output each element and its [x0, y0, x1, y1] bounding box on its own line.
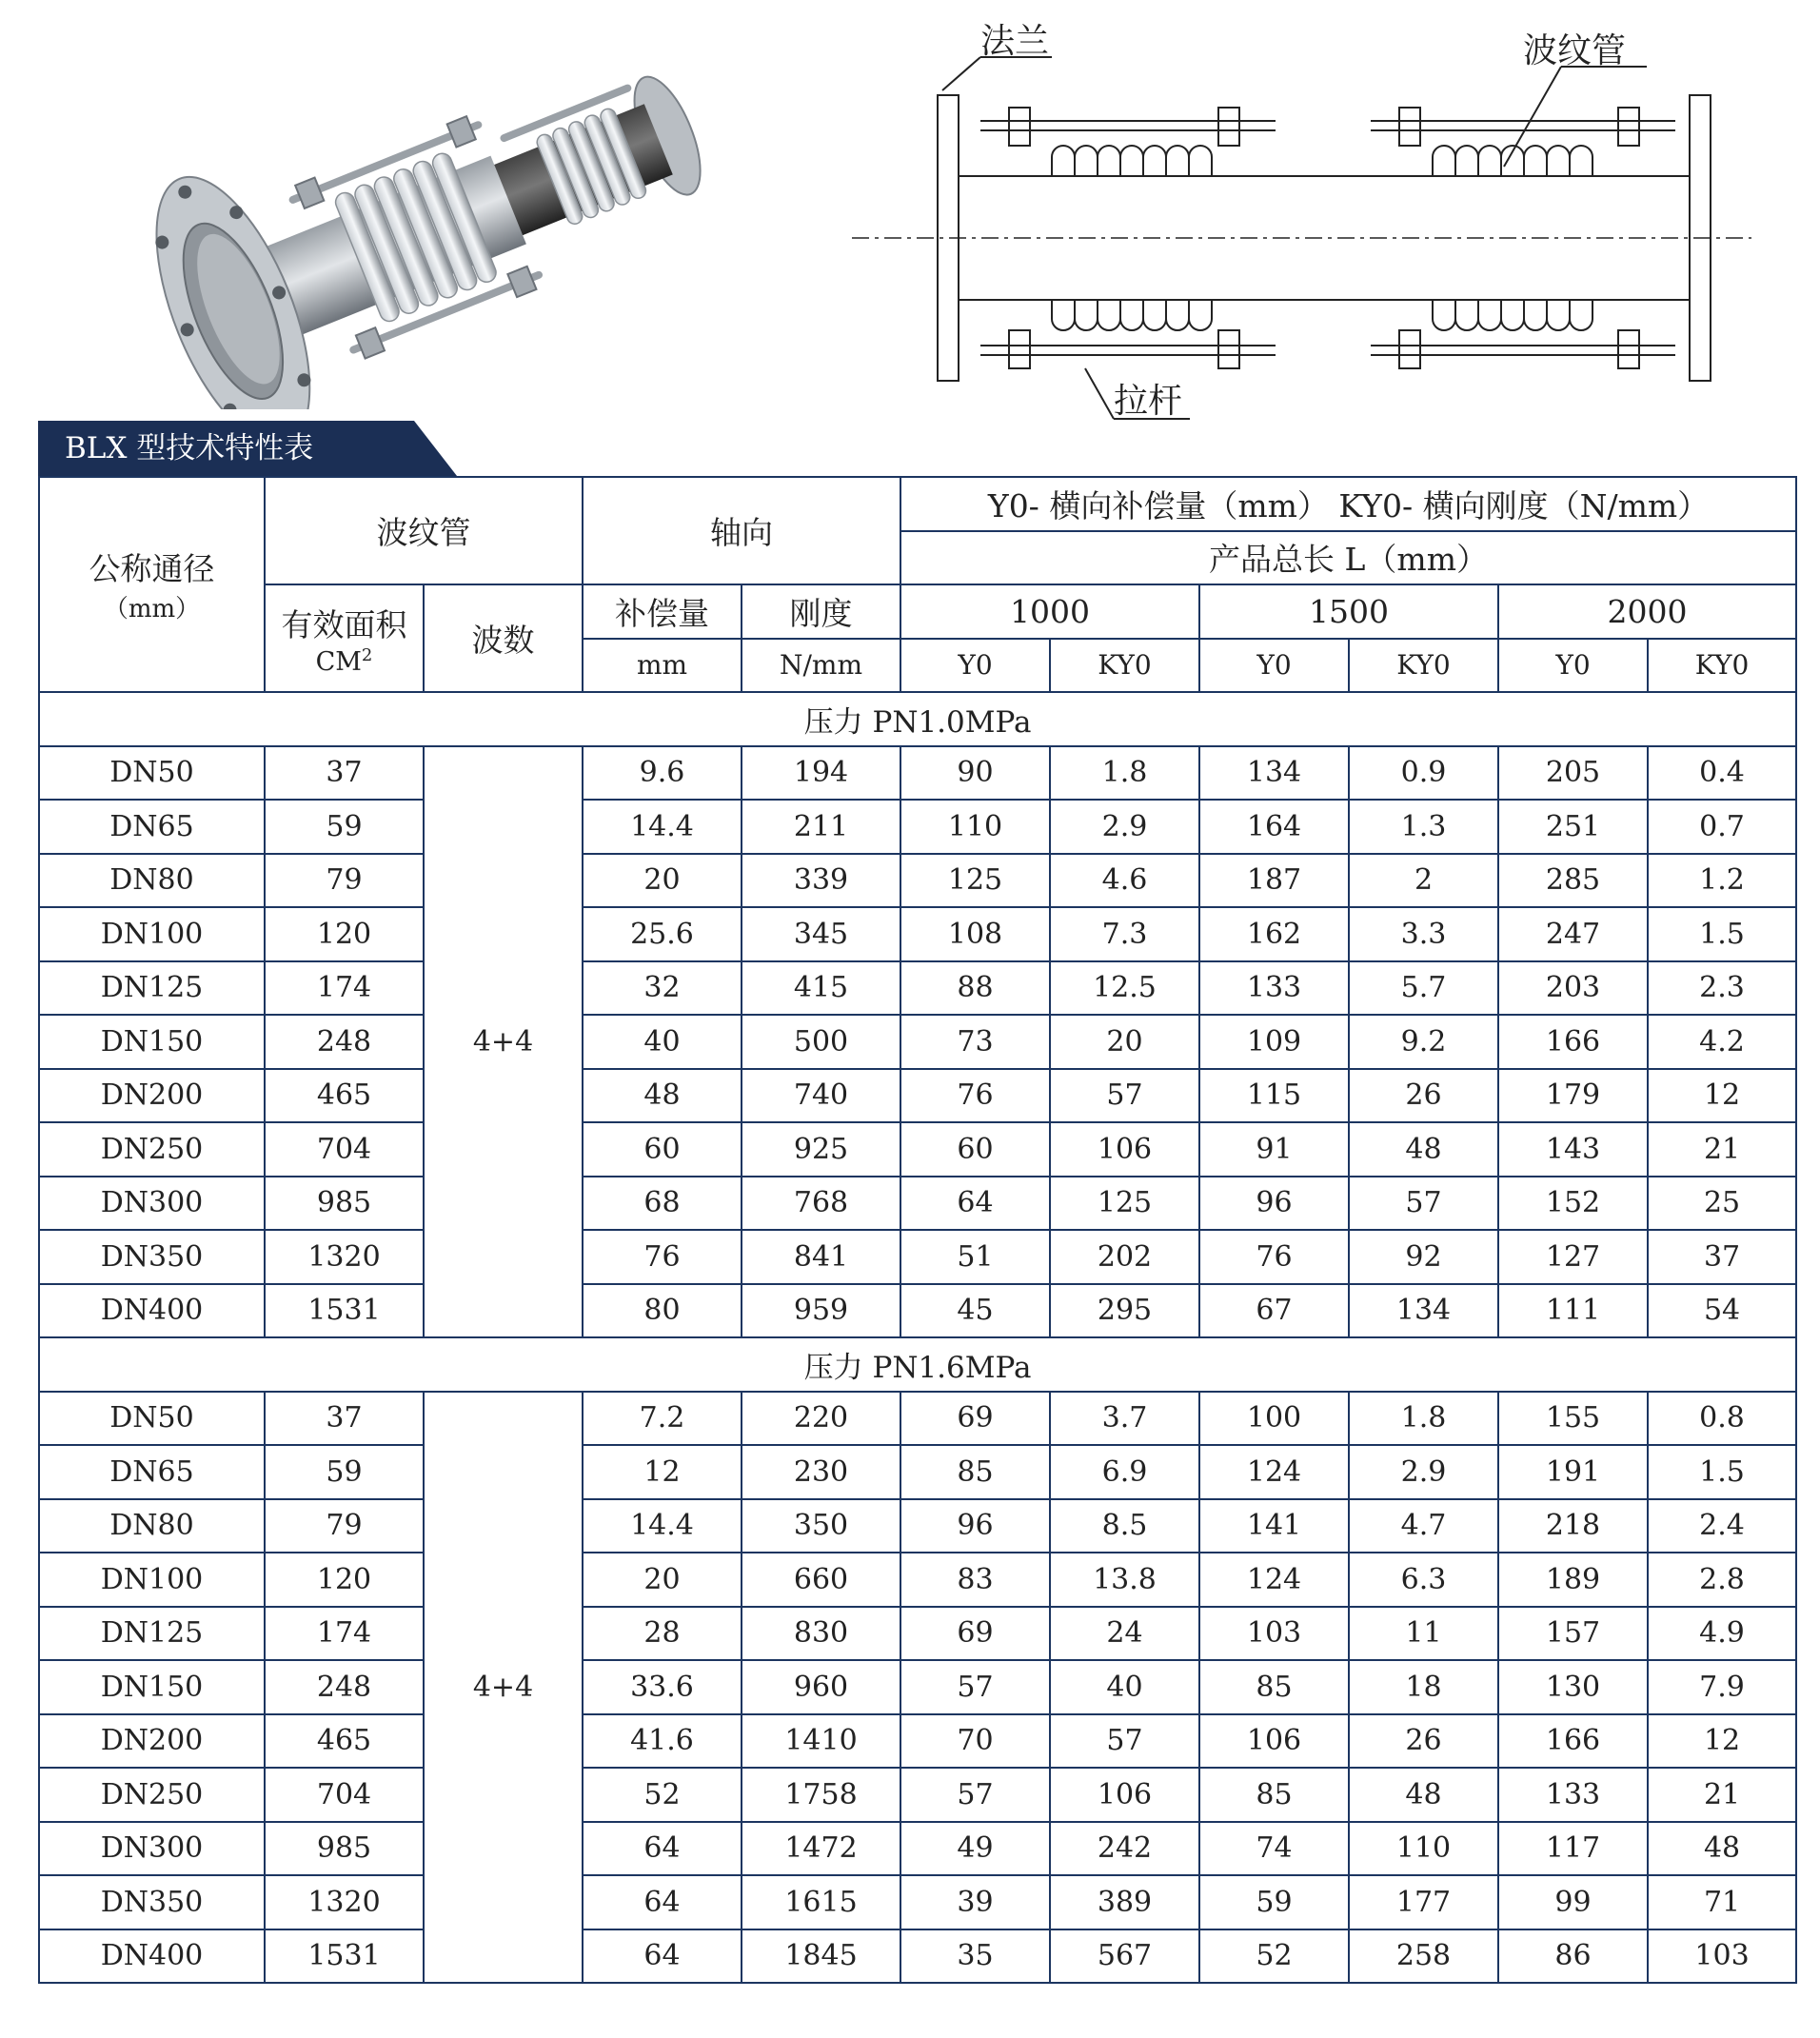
table-cell: 187: [1199, 854, 1349, 908]
table-cell: 6.9: [1050, 1445, 1199, 1499]
table-cell: 100: [1199, 1392, 1349, 1446]
table-cell: 7.2: [583, 1392, 742, 1446]
table-cell: 242: [1050, 1822, 1199, 1876]
table-cell: 103: [1648, 1929, 1796, 1984]
table-row: [39, 1230, 1796, 1284]
table-cell: 247: [1498, 907, 1648, 961]
header-length-2000: 2000: [1498, 584, 1796, 639]
table-row: [39, 1015, 1796, 1069]
table-cell: DN65: [39, 800, 265, 854]
table-cell: 74: [1199, 1822, 1349, 1876]
table-cell: 0.4: [1648, 746, 1796, 801]
table-cell: 704: [265, 1768, 424, 1822]
table-row: [39, 1392, 1796, 1446]
table-cell: 12: [583, 1445, 742, 1499]
table-cell: 57: [900, 1768, 1050, 1822]
table-cell: 251: [1498, 800, 1648, 854]
table-cell: 70: [900, 1714, 1050, 1769]
table-cell: 174: [265, 961, 424, 1016]
spec-table: [38, 476, 1797, 1984]
table-cell: 110: [1349, 1822, 1498, 1876]
table-cell: 9.2: [1349, 1015, 1498, 1069]
table-cell: 960: [742, 1660, 900, 1714]
table-cell: 0.9: [1349, 746, 1498, 801]
table-cell: 32: [583, 961, 742, 1016]
table-cell: 124: [1199, 1445, 1349, 1499]
table-cell: 115: [1199, 1069, 1349, 1123]
table-cell: 111: [1498, 1284, 1648, 1338]
table-cell: 125: [1050, 1177, 1199, 1231]
table-row: [39, 1607, 1796, 1661]
table-cell: 48: [1349, 1122, 1498, 1177]
table-cell: 24: [1050, 1607, 1199, 1661]
table-cell: 59: [265, 800, 424, 854]
table-cell: 2.4: [1648, 1499, 1796, 1553]
table-cell: 73: [900, 1015, 1050, 1069]
table-row: [39, 854, 1796, 908]
header-length-1000: 1000: [900, 584, 1199, 639]
table-cell: 91: [1199, 1122, 1349, 1177]
table-cell: 57: [1050, 1069, 1199, 1123]
header-nominal-diameter: [39, 477, 265, 692]
table-cell: 20: [1050, 1015, 1199, 1069]
area-unit-superscript: 2: [361, 644, 373, 665]
table-cell: 230: [742, 1445, 900, 1499]
table-cell: 14.4: [583, 1499, 742, 1553]
table-row: [39, 1929, 1796, 1984]
table-cell: 1.5: [1648, 907, 1796, 961]
table-cell: 220: [742, 1392, 900, 1446]
table-cell: 85: [1199, 1660, 1349, 1714]
table-cell: DN125: [39, 1607, 265, 1661]
table-cell: 141: [1199, 1499, 1349, 1553]
table-cell: 4.2: [1648, 1015, 1796, 1069]
table-cell: 1845: [742, 1929, 900, 1984]
table-cell: 40: [1050, 1660, 1199, 1714]
table-cell: 83: [900, 1553, 1050, 1607]
table-cell: 52: [583, 1768, 742, 1822]
table-cell: 0.8: [1648, 1392, 1796, 1446]
table-cell: 106: [1199, 1714, 1349, 1769]
table-cell: 1.8: [1349, 1392, 1498, 1446]
table-cell: DN65: [39, 1445, 265, 1499]
table-cell: 1410: [742, 1714, 900, 1769]
table-row: [39, 961, 1796, 1016]
table-row: [39, 1714, 1796, 1769]
header-compensation-unit: mm: [583, 639, 742, 693]
table-cell: 48: [1349, 1768, 1498, 1822]
table-cell: DN50: [39, 1392, 265, 1446]
table-cell: 57: [1050, 1714, 1199, 1769]
table-cell: 1.8: [1050, 746, 1199, 801]
pressure-section-header: 压力 PN1.0MPa: [39, 692, 1796, 746]
header-y0-1000: Y0: [900, 639, 1050, 693]
header-y0-2000: Y0: [1498, 639, 1648, 693]
table-cell: 37: [1648, 1230, 1796, 1284]
table-cell: 20: [583, 854, 742, 908]
table-cell: 11: [1349, 1607, 1498, 1661]
table-cell: 133: [1498, 1768, 1648, 1822]
table-cell: 25: [1648, 1177, 1796, 1231]
header-nominal-label: 公称通径: [89, 550, 215, 587]
bellows-label: 波纹管: [1523, 31, 1627, 70]
product-photo: [114, 48, 762, 409]
table-cell: 67: [1199, 1284, 1349, 1338]
table-cell: 124: [1199, 1553, 1349, 1607]
header-axial: 轴向: [583, 477, 900, 584]
table-cell: 500: [742, 1015, 900, 1069]
table-cell: 9.6: [583, 746, 742, 801]
header-lateral: Y0- 横向补偿量（mm） KY0- 横向刚度（N/mm）: [900, 477, 1796, 531]
table-cell: 69: [900, 1607, 1050, 1661]
table-cell: 48: [583, 1069, 742, 1123]
header-wave-count: 波数: [424, 584, 583, 692]
area-unit-text: CM: [315, 646, 362, 677]
header-stiffness: 刚度: [742, 584, 900, 639]
table-cell: 166: [1498, 1015, 1648, 1069]
header-ky0-1000: KY0: [1050, 639, 1199, 693]
table-cell: 162: [1199, 907, 1349, 961]
table-cell: 64: [583, 1875, 742, 1929]
table-cell: 179: [1498, 1069, 1648, 1123]
table-cell: 106: [1050, 1122, 1199, 1177]
table-cell: 13.8: [1050, 1553, 1199, 1607]
table-cell: 7.3: [1050, 907, 1199, 961]
table-cell: 86: [1498, 1929, 1648, 1984]
table-cell: 166: [1498, 1714, 1648, 1769]
table-cell: 4.9: [1648, 1607, 1796, 1661]
table-cell: 76: [583, 1230, 742, 1284]
table-cell: 985: [265, 1177, 424, 1231]
table-cell: 258: [1349, 1929, 1498, 1984]
table-cell: 191: [1498, 1445, 1648, 1499]
table-cell: 57: [900, 1660, 1050, 1714]
table-cell: 20: [583, 1553, 742, 1607]
table-row: [39, 1768, 1796, 1822]
table-cell: 49: [900, 1822, 1050, 1876]
table-cell: 295: [1050, 1284, 1199, 1338]
table-row: [39, 1177, 1796, 1231]
table-cell: 45: [900, 1284, 1050, 1338]
table-cell: DN125: [39, 961, 265, 1016]
header-compensation: 补偿量: [583, 584, 742, 639]
table-cell: 768: [742, 1177, 900, 1231]
table-cell: 134: [1199, 746, 1349, 801]
table-cell: 90: [900, 746, 1050, 801]
table-cell: 12.5: [1050, 961, 1199, 1016]
table-cell: 7.9: [1648, 1660, 1796, 1714]
table-cell: 4.6: [1050, 854, 1199, 908]
table-cell: 5.7: [1349, 961, 1498, 1016]
table-cell: DN400: [39, 1284, 265, 1338]
header-length-1500: 1500: [1199, 584, 1498, 639]
table-cell: DN50: [39, 746, 265, 801]
table-cell: DN100: [39, 907, 265, 961]
table-cell: 109: [1199, 1015, 1349, 1069]
tie-rod-label: 拉杆: [1114, 382, 1183, 421]
table-cell: 157: [1498, 1607, 1648, 1661]
table-cell: DN350: [39, 1875, 265, 1929]
header-ky0-1500: KY0: [1349, 639, 1498, 693]
table-cell: 76: [1199, 1230, 1349, 1284]
table-cell: 4.7: [1349, 1499, 1498, 1553]
table-cell: 25.6: [583, 907, 742, 961]
table-cell: 155: [1498, 1392, 1648, 1446]
table-cell: 345: [742, 907, 900, 961]
table-cell: 830: [742, 1607, 900, 1661]
table-cell: 740: [742, 1069, 900, 1123]
table-cell: 2.9: [1050, 800, 1199, 854]
table-cell: 1320: [265, 1875, 424, 1929]
table-cell: 64: [900, 1177, 1050, 1231]
header-stiffness-unit: N/mm: [742, 639, 900, 693]
table-cell: DN80: [39, 854, 265, 908]
table-row: [39, 1445, 1796, 1499]
table-cell: 125: [900, 854, 1050, 908]
table-cell: 60: [900, 1122, 1050, 1177]
table-row: [39, 1122, 1796, 1177]
table-row: [39, 907, 1796, 961]
table-row: [39, 1069, 1796, 1123]
table-cell: 6.3: [1349, 1553, 1498, 1607]
table-cell: 71: [1648, 1875, 1796, 1929]
table-row: [39, 800, 1796, 854]
table-cell: 2: [1349, 854, 1498, 908]
table-cell: 21: [1648, 1768, 1796, 1822]
table-cell: DN350: [39, 1230, 265, 1284]
table-cell: DN150: [39, 1660, 265, 1714]
table-cell: 1.5: [1648, 1445, 1796, 1499]
pressure-section-header: 压力 PN1.6MPa: [39, 1337, 1796, 1392]
table-cell: 92: [1349, 1230, 1498, 1284]
table-cell: DN250: [39, 1768, 265, 1822]
header-effective-area-unit: [266, 645, 423, 677]
table-cell: 120: [265, 1553, 424, 1607]
table-cell: DN250: [39, 1122, 265, 1177]
header-effective-area-label: 有效面积: [281, 605, 407, 643]
table-cell: 12: [1648, 1069, 1796, 1123]
table-cell: 1758: [742, 1768, 900, 1822]
table-cell: 248: [265, 1660, 424, 1714]
table-cell: 248: [265, 1015, 424, 1069]
table-cell: 465: [265, 1069, 424, 1123]
table-cell: 660: [742, 1553, 900, 1607]
table-cell: 3.3: [1349, 907, 1498, 961]
table-cell: 567: [1050, 1929, 1199, 1984]
wave-count-cell: 4+4: [424, 1392, 583, 1984]
table-row: [39, 1875, 1796, 1929]
table-cell: 1320: [265, 1230, 424, 1284]
table-cell: 205: [1498, 746, 1648, 801]
technical-drawing: [838, 14, 1761, 433]
table-cell: 40: [583, 1015, 742, 1069]
table-cell: 8.5: [1050, 1499, 1199, 1553]
table-cell: 117: [1498, 1822, 1648, 1876]
table-cell: 39: [900, 1875, 1050, 1929]
table-cell: 85: [900, 1445, 1050, 1499]
table-cell: 48: [1648, 1822, 1796, 1876]
table-cell: 415: [742, 961, 900, 1016]
table-cell: 2.8: [1648, 1553, 1796, 1607]
table-row: [39, 1499, 1796, 1553]
table-cell: DN100: [39, 1553, 265, 1607]
table-cell: 1531: [265, 1284, 424, 1338]
table-cell: DN200: [39, 1714, 265, 1769]
table-cell: 14.4: [583, 800, 742, 854]
table-cell: 2.3: [1648, 961, 1796, 1016]
table-cell: 12: [1648, 1714, 1796, 1769]
table-cell: 0.7: [1648, 800, 1796, 854]
table-cell: 51: [900, 1230, 1050, 1284]
table-cell: 194: [742, 746, 900, 801]
table-cell: 465: [265, 1714, 424, 1769]
table-cell: 350: [742, 1499, 900, 1553]
table-cell: 143: [1498, 1122, 1648, 1177]
table-cell: 79: [265, 854, 424, 908]
header-y0-1500: Y0: [1199, 639, 1349, 693]
header-ky0-2000: KY0: [1648, 639, 1796, 693]
table-cell: 211: [742, 800, 900, 854]
table-cell: 203: [1498, 961, 1648, 1016]
table-cell: DN300: [39, 1822, 265, 1876]
table-cell: 339: [742, 854, 900, 908]
table-cell: 57: [1349, 1177, 1498, 1231]
table-cell: 120: [265, 907, 424, 961]
table-cell: 37: [265, 1392, 424, 1446]
table-cell: 704: [265, 1122, 424, 1177]
table-cell: 152: [1498, 1177, 1648, 1231]
table-cell: 1615: [742, 1875, 900, 1929]
header-total-length: 产品总长 L（mm）: [900, 531, 1796, 585]
table-cell: 59: [265, 1445, 424, 1499]
table-cell: 134: [1349, 1284, 1498, 1338]
table-cell: 106: [1050, 1768, 1199, 1822]
table-title: BLX 型技术特性表: [65, 431, 314, 465]
table-cell: 64: [583, 1929, 742, 1984]
wave-count-cell: 4+4: [424, 746, 583, 1338]
table-cell: 52: [1199, 1929, 1349, 1984]
table-cell: DN300: [39, 1177, 265, 1231]
table-row: [39, 746, 1796, 801]
table-cell: DN80: [39, 1499, 265, 1553]
table-cell: 1.3: [1349, 800, 1498, 854]
table-cell: 37: [265, 746, 424, 801]
table-cell: 133: [1199, 961, 1349, 1016]
table-cell: 1.2: [1648, 854, 1796, 908]
table-cell: 103: [1199, 1607, 1349, 1661]
table-cell: 85: [1199, 1768, 1349, 1822]
table-cell: 60: [583, 1122, 742, 1177]
table-cell: 96: [1199, 1177, 1349, 1231]
table-cell: 26: [1349, 1069, 1498, 1123]
table-cell: 76: [900, 1069, 1050, 1123]
table-cell: DN400: [39, 1929, 265, 1984]
table-cell: 33.6: [583, 1660, 742, 1714]
header-effective-area: [265, 584, 424, 692]
table-cell: 925: [742, 1122, 900, 1177]
table-cell: 21: [1648, 1122, 1796, 1177]
table-cell: 202: [1050, 1230, 1199, 1284]
table-cell: 189: [1498, 1553, 1648, 1607]
table-row: [39, 1822, 1796, 1876]
table-cell: 985: [265, 1822, 424, 1876]
table-cell: 28: [583, 1607, 742, 1661]
table-cell: 35: [900, 1929, 1050, 1984]
table-cell: 285: [1498, 854, 1648, 908]
table-cell: 69: [900, 1392, 1050, 1446]
table-cell: 177: [1349, 1875, 1498, 1929]
header-bellows: 波纹管: [265, 477, 583, 584]
table-cell: 389: [1050, 1875, 1199, 1929]
table-cell: 127: [1498, 1230, 1648, 1284]
table-cell: 130: [1498, 1660, 1648, 1714]
table-cell: 26: [1349, 1714, 1498, 1769]
table-cell: 80: [583, 1284, 742, 1338]
flange-label: 法兰: [980, 22, 1050, 61]
table-row: [39, 1284, 1796, 1338]
table-cell: 174: [265, 1607, 424, 1661]
table-cell: 108: [900, 907, 1050, 961]
table-cell: 1472: [742, 1822, 900, 1876]
table-cell: 99: [1498, 1875, 1648, 1929]
table-cell: 96: [900, 1499, 1050, 1553]
table-cell: 110: [900, 800, 1050, 854]
table-cell: 841: [742, 1230, 900, 1284]
table-cell: 2.9: [1349, 1445, 1498, 1499]
table-cell: 18: [1349, 1660, 1498, 1714]
table-row: [39, 1660, 1796, 1714]
table-cell: 59: [1199, 1875, 1349, 1929]
table-cell: 218: [1498, 1499, 1648, 1553]
table-cell: 959: [742, 1284, 900, 1338]
table-cell: DN150: [39, 1015, 265, 1069]
header-nominal-unit: （mm）: [103, 595, 201, 623]
table-cell: 54: [1648, 1284, 1796, 1338]
table-cell: 41.6: [583, 1714, 742, 1769]
table-cell: 3.7: [1050, 1392, 1199, 1446]
table-cell: 68: [583, 1177, 742, 1231]
table-cell: 88: [900, 961, 1050, 1016]
table-cell: 1531: [265, 1929, 424, 1984]
table-cell: 64: [583, 1822, 742, 1876]
table-cell: DN200: [39, 1069, 265, 1123]
table-row: [39, 1553, 1796, 1607]
table-cell: 79: [265, 1499, 424, 1553]
table-cell: 164: [1199, 800, 1349, 854]
